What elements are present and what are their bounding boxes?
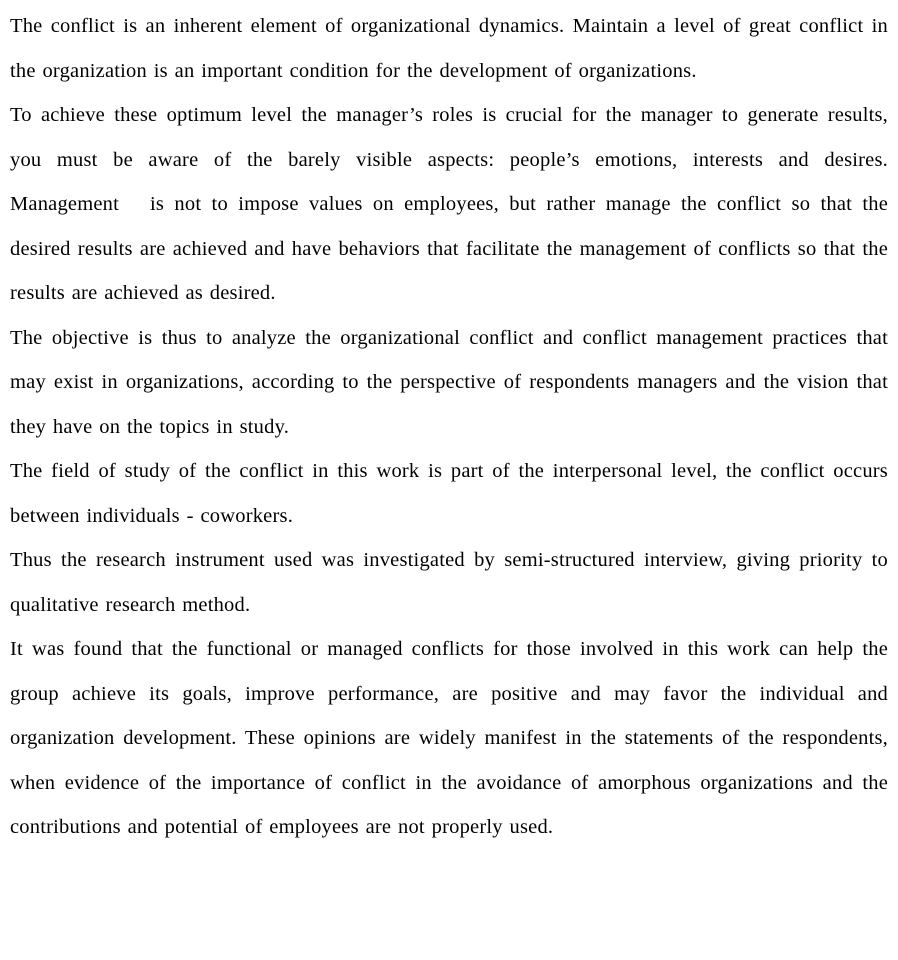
paragraph-research-instrument: Thus the research instrument used was investigated by semi-structured interview, giving priority to qualitative research method. xyxy=(10,549,895,616)
paragraph-conflict-inherent: The conflict is an inherent element of organizational dynamics. Maintain a level of great conflict in the organization is an important condition for the development of organizations. xyxy=(10,15,895,82)
paragraph-field-of-study: The field of study of the conflict in this work is part of the interpersonal level, the conflict occurs between individuals - coworkers. xyxy=(10,460,895,527)
paragraph-objective: The objective is thus to analyze the organizational conflict and conflict management practices that may exist in organizations, according to the perspective of respondents managers and the vision that they have on the topics in study. xyxy=(10,326,895,438)
paragraph-optimum-level: To achieve these optimum level the manager’s roles is crucial for the manager to generate results, you must be aware of the barely visible aspects: people’s emotions, interests and desires. Management is not to impose values on employees, but rather manage the conflict so that the desired results are achieved and have behaviors that facilitate the management of conflicts so that the results are achieved as desired. xyxy=(10,104,895,304)
paragraph-findings: It was found that the functional or managed conflicts for those involved in this work can help the group achieve its goals, improve performance, are positive and may favor the individual and organization development. These opinions are widely manifest in the statements of the respondents, when evidence of the importance of conflict in the avoidance of amorphous organizations and the contributions and potential of employees are not properly used. xyxy=(10,638,895,838)
